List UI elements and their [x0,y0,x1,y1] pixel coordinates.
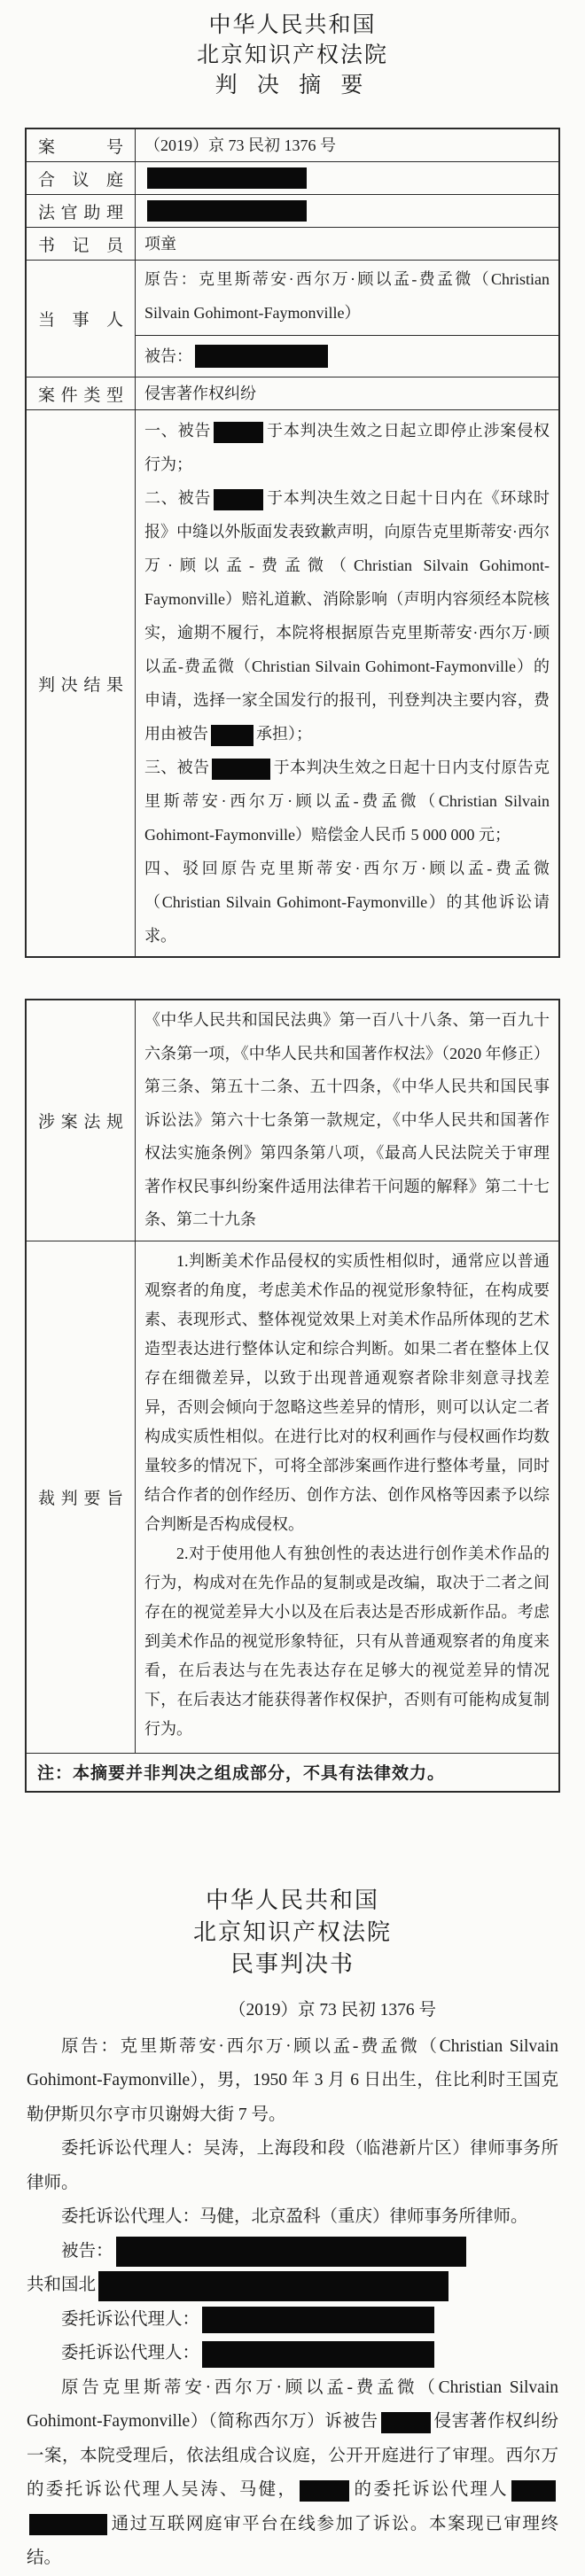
judgment-result-label [27,410,136,956]
plaintiff-line: 原告：克里斯蒂安·西尔万·顾以孟-费孟微（Christian Silvain Gohimont-Faymonville） [136,261,558,336]
gist-paragraph-1: 1.判断美术作品侵权的实质性相似时，通常应以普通观察者的角度，考虑美术作品的视觉形象特征，在构成要素、表现形式、整体视觉效果上对美术作品所体现的艺术造型表达进行整体认定和综合判断。如果二者在整体上仅存在细微差异，以致于出现普通观察者除非刻意寻找差异，否则会倾向于忽略这些差异的情形，则可以认定二者构成实质性相似。在进行比对的权利画作与侵权画作均数量较多的情况下，可将全部涉案画作进行整体考量，同时结合作者的创作经历、创作方法、创作风格等因素予以综合判断是否构成侵权。 [144,1251,550,1533]
redaction-bar [195,345,328,368]
case-type-label-text: 案件类型 [38,385,123,405]
redaction-bar [202,2307,434,2333]
judgment-paragraph-defendant-agent-1: 委托诉讼代理人： [27,2303,558,2338]
summary-title-block [0,0,585,101]
judge-assistant-value-redacted [136,195,558,227]
row-case-type [27,377,558,409]
case-type-value: 侵害著作权纠纷 [144,385,256,402]
row-laws [27,1000,558,1241]
judgment-paragraph-defendant: 被告： 共和国北 [27,2235,558,2303]
laws-label-text: 涉案法规 [38,1112,123,1132]
judgment-paragraph-procedure: 原告克里斯蒂安·西尔万·顾以孟-费孟微（Christian Silvain Gohimont-Faymonville）（简称西尔万）诉被告 侵害著作权纠纷一案，本院受理后，依法组成合议庭，公开开庭进行了审理。西尔万的委托诉讼代理人吴涛、马健， 的委托诉讼代理人通过互联网庭审平台在线参加了诉讼。本案现已审理终结。 [27,2378,558,2567]
parties-value [136,261,558,377]
row-clerk [27,227,558,260]
summary-title-country: 中华人民共和国 [208,13,377,37]
clerk-label-text: 书记员 [38,236,123,255]
judgment-paragraph-agent-2: 委托诉讼代理人：马健，北京盈科（重庆）律师事务所律师。 [61,2207,528,2226]
redaction-bar [214,422,263,443]
judgment-title-doctype: 民事判决书 [230,1950,355,1977]
summary-title-court: 北京知识产权法院 [196,43,388,67]
result-item-1: 一、被告 于本判决生效之日起立即停止涉案侵权行为； [144,422,550,473]
case-number-label [27,129,136,161]
redaction-bar [116,2237,466,2267]
judgment-body [0,2030,585,2576]
redaction-bar [381,2412,431,2433]
redaction-bar [214,489,263,510]
note-text: 注：本摘要并非判决之组成部分，不具有法律效力。 [37,1764,446,1783]
row-case-number [27,129,558,161]
panel-label-text: 合议庭 [38,170,123,190]
summary-law-table [25,999,560,1793]
redaction-bar [211,725,254,746]
judge-assistant-label-text: 法官助理 [38,203,123,222]
redaction-bar [147,167,307,189]
redaction-bar [98,2271,448,2301]
judgment-result-label-text: 判决结果 [38,675,123,695]
redaction-bar [29,2514,107,2535]
clerk-label [27,228,136,260]
summary-info-table [25,128,560,958]
redaction-bar [212,759,270,780]
redaction-bar [511,2480,556,2502]
laws-value: 《中华人民共和国民法典》第一百八十八条、第一百九十六条第一项，《中华人民共和国著作权法》（2020 年修正）第三条、第五十二条、五十四条，《中华人民共和国民事诉讼法》第六十七条第一款规定，《中华人民共和国著作权法实施条例》第四条第八项，《最高人民法院关于审理著作权民事纠纷案件适用法律若干问题的解释》第二十七条、第二十九条 [144,1011,550,1228]
clerk-value: 项童 [144,235,176,253]
result-item-4: 四、驳回原告克里斯蒂安·西尔万·顾以孟-费孟微（Christian Silvain Gohimont-Faymonville）的其他诉讼请求。 [144,860,550,945]
gist-paragraph-2: 2.对于使用他人有独创性的表达进行创作美术作品的行为，构成对在先作品的复制或是改编，取决于二者之间存在的视觉差异大小以及在后表达是否形成新作品。考虑到美术作品的视觉形象特征，只有从普通观察者的角度来看，在后表达与在先表达存在足够大的视觉差异的情况下，在后表达才能获得著作权保护，否则有可能构成复制行为。 [144,1544,550,1738]
gist-label-text: 裁判要旨 [38,1489,123,1508]
gist-value [136,1241,558,1753]
row-note [27,1753,558,1791]
case-type-label [27,377,136,409]
judgment-title-country: 中华人民共和国 [205,1887,379,1913]
row-judge-assistant [27,194,558,227]
parties-label [27,261,136,377]
judgment-paragraph-defendant-agent-2: 委托诉讼代理人： [27,2337,558,2371]
row-gist [27,1241,558,1753]
row-parties [27,260,558,377]
result-item-2: 二、被告 于本判决生效之日起十日内在《环球时报》中缝以外版面发表致歉声明，向原告克里斯蒂安·西尔万·顾以孟-费孟微（Christian Silvain Gohimont-Faymonville）赔礼道歉、消除影响（声明内容须经本院核实，逾期不履行，本院将根据原告克里斯蒂安·西尔万·顾以孟-费孟微（Christian Silvain Gohimont-Faymonville）的申请，选择一家全国发行的报刊，刊登判决主要内容，费用由被告 承担）； [144,481,550,751]
redaction-bar [300,2480,349,2502]
judgment-paragraph-agent-1: 委托诉讼代理人：吴涛，上海段和段（临港新片区）律师事务所律师。 [27,2139,558,2192]
judgment-title-block [0,1874,585,1981]
result-item-3: 三、被告 于本判决生效之日起十日内支付原告克里斯蒂安·西尔万·顾以孟-费孟微（Christian Silvain Gohimont-Faymonville）赔偿金人民币 5 000 000 元； [144,759,550,844]
gist-label [27,1241,136,1753]
redaction-bar [202,2341,434,2368]
row-judgment-result [27,409,558,956]
case-number-value: （2019）京 73 民初 1376 号 [144,136,336,154]
judgment-paragraph-plaintiff: 原告：克里斯蒂安·西尔万·顾以孟-费孟微（Christian Silvain Gohimont-Faymonville），男，1950 年 3 月 6 日出生，住比利时王国克勒伊斯贝尔亨市贝谢姆大街 7 号。 [27,2036,558,2124]
summary-title-doctype: 判 决 摘 要 [214,74,370,97]
row-panel [27,161,558,194]
judgment-document [0,1874,585,2576]
redaction-bar [147,200,307,222]
panel-value-redacted [136,162,558,194]
panel-label [27,162,136,194]
judgment-case-number: （2019）京 73 民初 1376 号 [228,2000,436,2020]
judgment-title-court: 北京知识产权法院 [192,1918,392,1945]
parties-label-text: 当事人 [38,311,123,330]
laws-label [27,1000,136,1241]
judgment-result-value [136,410,558,956]
defendant-line: 被告： [136,336,558,377]
judge-assistant-label [27,195,136,227]
case-number-label-text: 案号 [38,137,123,157]
